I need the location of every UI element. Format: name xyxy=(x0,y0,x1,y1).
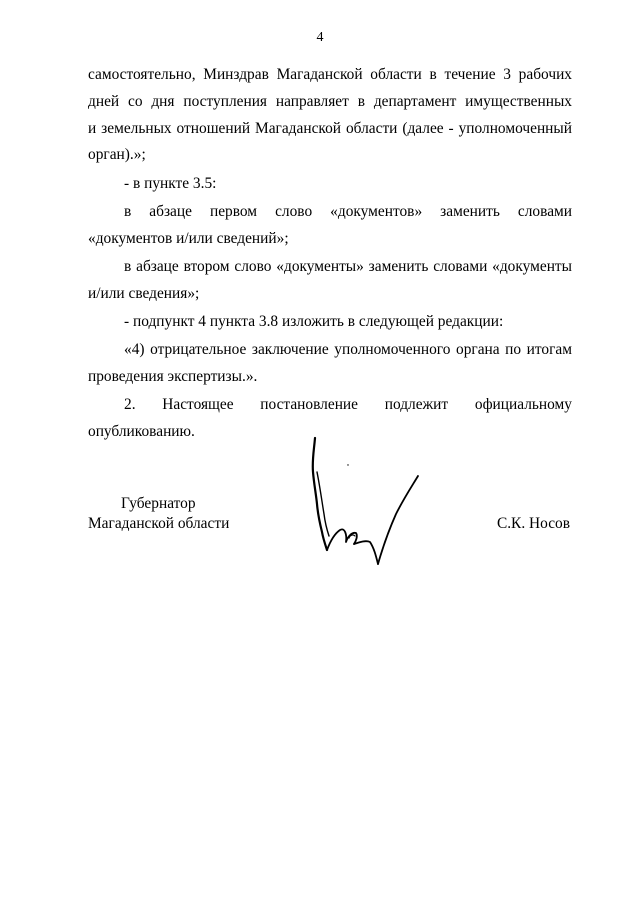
page-number: 4 xyxy=(316,30,324,45)
text-line: дней со дня поступления направляет в департамент имущественных xyxy=(88,92,572,110)
text-line: орган).»; xyxy=(88,146,146,164)
text-line: - подпункт 4 пункта 3.8 изложить в следующей редакции: xyxy=(124,312,504,330)
signer-name: С.К. Носов xyxy=(496,515,570,532)
position-line: Губернатор xyxy=(121,495,196,512)
text-line: и/или сведения»; xyxy=(88,284,200,302)
text-line: в абзаце первом слово «документов» заменить словами xyxy=(124,202,572,220)
text-line: 2. Настоящее постановление подлежит официальному xyxy=(124,395,572,413)
text-line: опубликованию. xyxy=(88,422,195,440)
text-line: самостоятельно, Минздрав Магаданской области в течение 3 рабочих xyxy=(88,66,572,83)
signatory-position xyxy=(88,494,229,534)
document-body xyxy=(88,62,572,446)
handwritten-signature xyxy=(300,432,430,572)
text-line: и земельных отношений Магаданской области (далее - уполномоченный xyxy=(88,119,572,137)
text-line: в абзаце втором слово «документы» заменить словами «документы xyxy=(124,257,572,275)
position-line: Магаданской области xyxy=(88,515,230,532)
text-line: «документов и/или сведений»; xyxy=(88,229,289,247)
text-line: «4) отрицательное заключение уполномоченного органа по итогам xyxy=(124,340,572,358)
text-line: - в пункте 3.5: xyxy=(124,174,217,192)
text-line: проведения экспертизы.». xyxy=(88,367,258,385)
